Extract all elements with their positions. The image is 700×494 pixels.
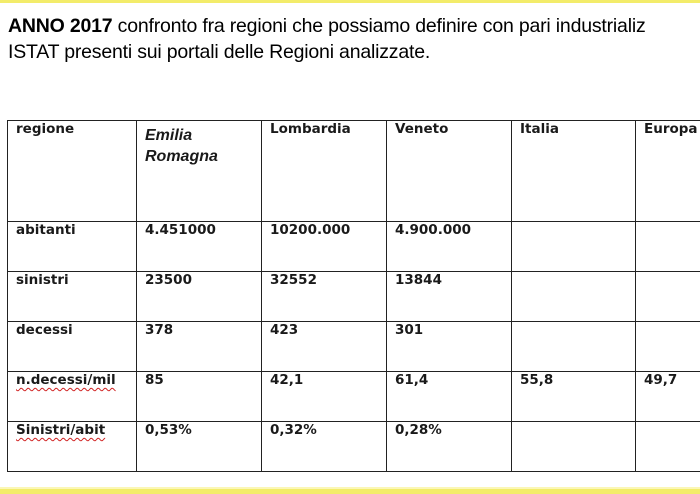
table-cell: 0,28% [387, 422, 512, 472]
row-label [8, 372, 137, 422]
table-row-sinistri [8, 272, 700, 322]
header-cell-emilia-romagna: Emilia Romagna [137, 121, 262, 222]
table-cell: 55,8 [512, 372, 636, 422]
table-cell: 49,7 [636, 372, 700, 422]
table-cell [512, 272, 636, 322]
table-cell: 61,4 [387, 372, 512, 422]
header-cell-europa: Europa [636, 121, 700, 222]
slide-heading [8, 13, 700, 65]
bottom-border [0, 489, 700, 494]
table-cell [636, 422, 700, 472]
header-cell-italia: Italia [512, 121, 636, 222]
table-row-sinistri-per-abitante [8, 422, 700, 472]
table-cell: 423 [262, 322, 387, 372]
table-cell: 23500 [137, 272, 262, 322]
row-label [8, 422, 137, 472]
table-cell: 13844 [387, 272, 512, 322]
heading-line-1 [8, 13, 700, 39]
table-cell [636, 322, 700, 372]
table-cell: 378 [137, 322, 262, 372]
spellcheck-underlined-label: Sinistri/abit [16, 422, 106, 438]
spellcheck-underlined-label: n.decessi/mil [16, 372, 116, 388]
table-cell: 4.451000 [137, 222, 262, 272]
row-label: abitanti [8, 222, 137, 272]
table-cell: 0,32% [262, 422, 387, 472]
table-row-abitanti [8, 222, 700, 272]
table-header-row [8, 121, 700, 222]
table-cell: 32552 [262, 272, 387, 322]
table-cell: 10200.000 [262, 222, 387, 272]
comparison-table [7, 120, 700, 472]
table-cell [512, 422, 636, 472]
heading-line-2: ISTAT presenti sui portali delle Regioni analizzate. [8, 41, 431, 63]
row-label: sinistri [8, 272, 137, 322]
table-cell: 42,1 [262, 372, 387, 422]
table-cell: 85 [137, 372, 262, 422]
table-cell: 4.900.000 [387, 222, 512, 272]
heading-year: ANNO 2017 [8, 15, 113, 37]
table-cell: 0,53% [137, 422, 262, 472]
header-cell-lombardia: Lombardia [262, 121, 387, 222]
heading-line-1-text: confronto fra regioni che possiamo definire con pari industrializ [112, 15, 646, 37]
header-cell-veneto: Veneto [387, 121, 512, 222]
table-cell: 301 [387, 322, 512, 372]
table-cell [512, 222, 636, 272]
table-cell [636, 272, 700, 322]
table-row-decessi [8, 322, 700, 372]
header-cell-regione: regione [8, 121, 137, 222]
row-label: decessi [8, 322, 137, 372]
table-cell [636, 222, 700, 272]
table-cell [512, 322, 636, 372]
top-border [0, 0, 700, 3]
table-row-decessi-per-milione [8, 372, 700, 422]
